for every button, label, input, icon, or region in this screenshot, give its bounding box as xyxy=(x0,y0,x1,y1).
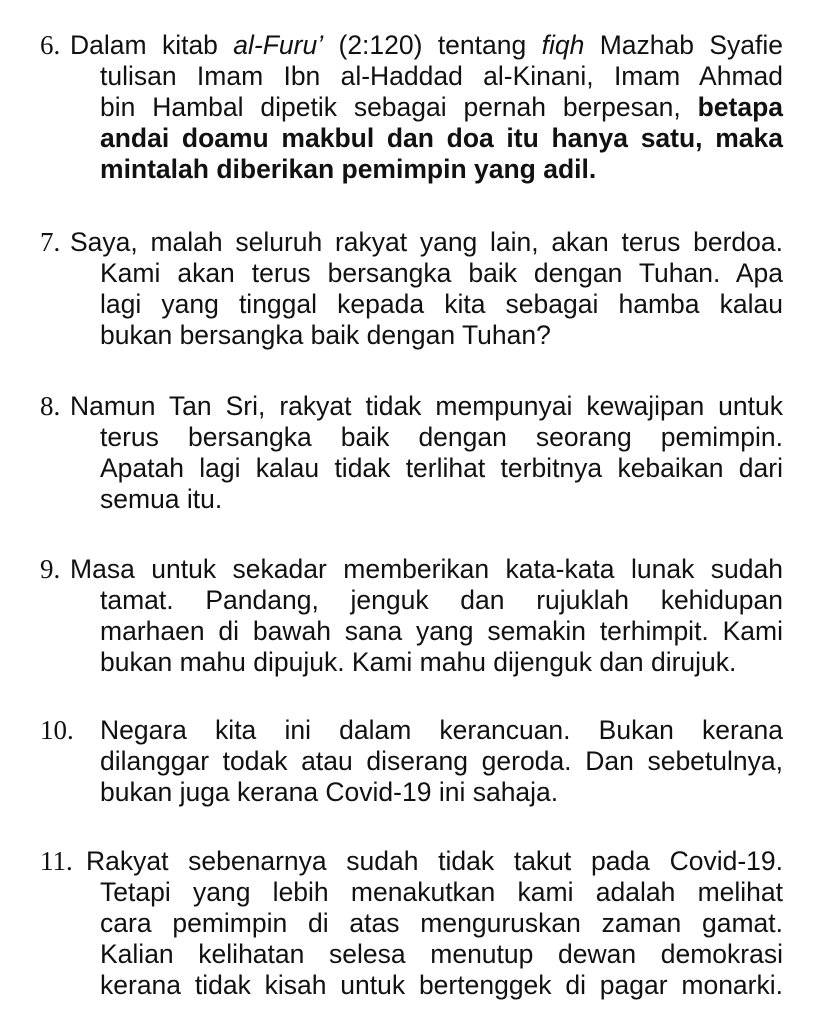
text-line: Tetapi yang lebih menakutkan kami adalah melihat xyxy=(100,877,783,907)
text-line: bin Hambal dipetik sebagai pernah berpesan, betapa xyxy=(100,92,783,122)
text-line: Dalam kitab al-Furu’ (2:120) tentang fiqh Mazhab Syafie xyxy=(70,30,784,60)
text-line: Namun Tan Sri, rakyat tidak mempunyai kewajipan untuk xyxy=(70,391,783,421)
paragraph-text xyxy=(70,554,783,678)
text-line: Masa untuk sekadar memberikan kata-kata lunak sudah xyxy=(70,554,783,584)
paragraph-number: 9. xyxy=(40,554,61,584)
paragraph-number: 11. xyxy=(40,846,73,876)
text-line: mintalah diberikan pemimpin yang adil. xyxy=(100,154,597,184)
paragraph-text xyxy=(70,30,784,185)
text-line: dilanggar todak atau diserang geroda. Dan sebetulnya, xyxy=(100,746,783,776)
text-line: Kami akan terus bersangka baik dengan Tuhan. Apa xyxy=(100,258,783,288)
text-line: lagi yang tinggal kepada kita sebagai hamba kalau xyxy=(100,289,783,319)
paragraph-text xyxy=(86,846,783,1001)
text-line: terus bersangka baik dengan seorang pemimpin. xyxy=(100,422,783,452)
text-line: marhaen di bawah sana yang semakin terhimpit. Kami xyxy=(100,616,783,646)
paragraph-number: 7. xyxy=(40,227,61,257)
text-line: Apatah lagi kalau tidak terlihat terbitnya kebaikan dari xyxy=(100,453,783,483)
text-line: bukan bersangka baik dengan Tuhan? xyxy=(100,320,551,350)
paragraph-number: 6. xyxy=(40,30,61,60)
text-line: cara pemimpin di atas menguruskan zaman gamat. xyxy=(100,908,783,938)
text-line: Negara kita ini dalam kerancuan. Bukan kerana xyxy=(100,715,783,745)
text-line: bukan mahu dipujuk. Kami mahu dijenguk dan dirujuk. xyxy=(100,647,737,677)
paragraph-text xyxy=(70,227,783,351)
paragraph-text xyxy=(100,715,783,808)
paragraph-number: 10. xyxy=(40,715,74,745)
text-line: kerana tidak kisah untuk bertenggek di pagar monarki. xyxy=(100,970,783,1000)
text-line: bukan juga kerana Covid-19 ini sahaja. xyxy=(100,777,559,807)
text-line: tulisan Imam Ibn al-Haddad al-Kinani, Imam Ahmad xyxy=(100,61,783,91)
text-line: andai doamu makbul dan doa itu hanya satu, maka xyxy=(100,123,783,153)
paragraph-text xyxy=(70,391,783,515)
paragraph-number: 8. xyxy=(40,391,61,421)
text-line: Kalian kelihatan selesa menutup dewan demokrasi xyxy=(100,939,783,969)
text-line: Saya, malah seluruh rakyat yang lain, akan terus berdoa. xyxy=(70,227,783,257)
text-line: Rakyat sebenarnya sudah tidak takut pada Covid-19. xyxy=(86,846,783,876)
text-line: tamat. Pandang, jenguk dan rujuklah kehidupan xyxy=(100,585,783,615)
text-line: semua itu. xyxy=(100,484,223,514)
